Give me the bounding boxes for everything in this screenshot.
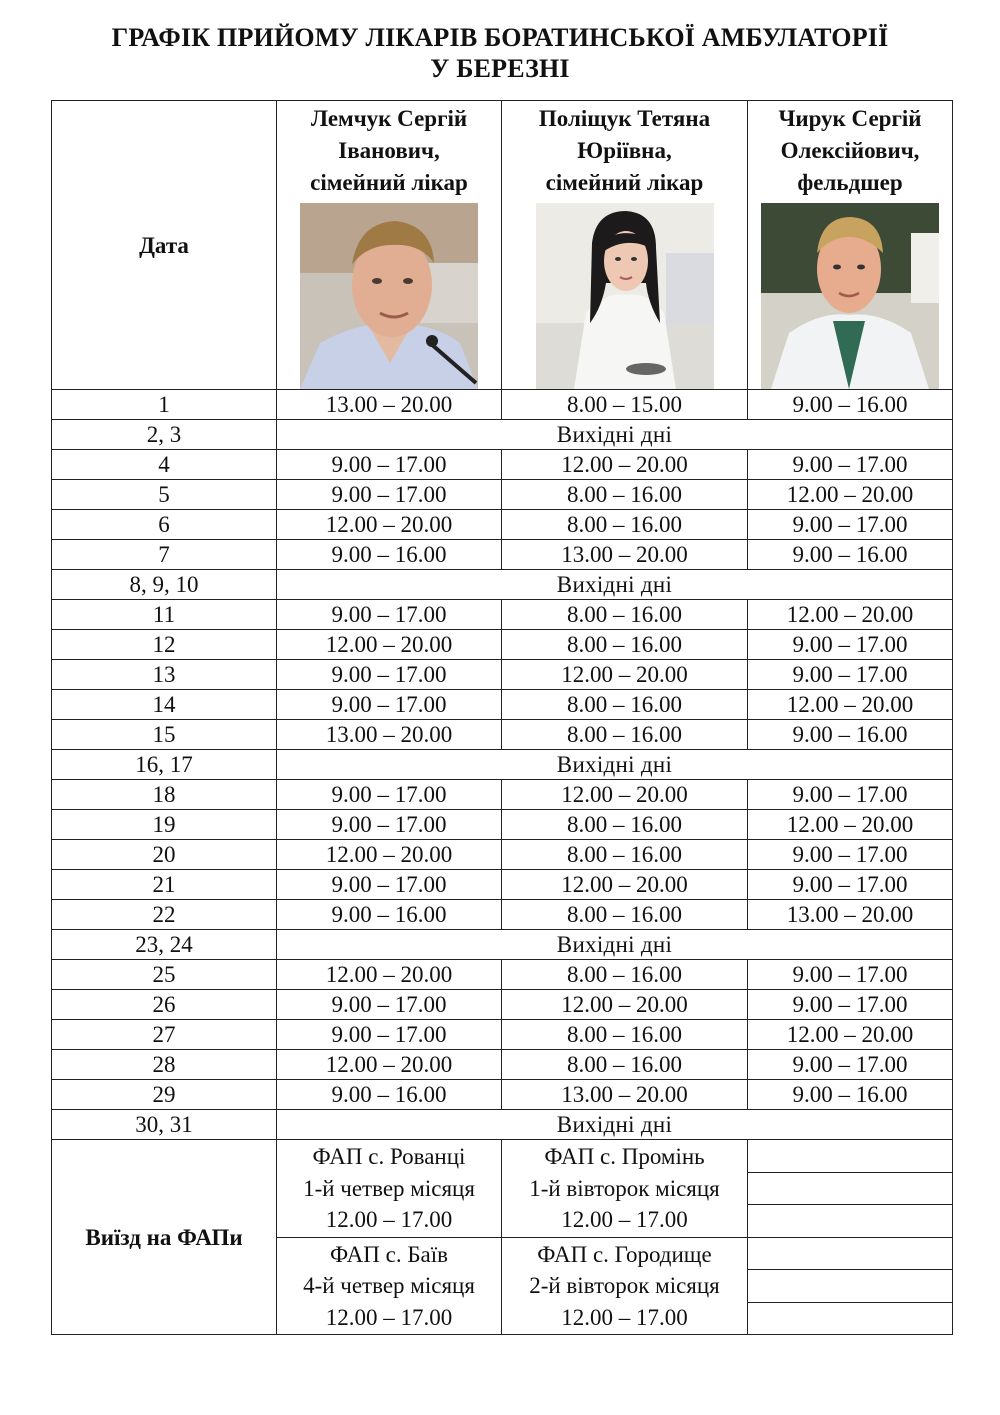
date-cell: 5: [52, 480, 277, 510]
doctor-name: Поліщук Тетяна Юріївна, сімейний лікар: [538, 106, 711, 195]
table-row: [52, 540, 953, 570]
time-cell: 9.00 – 17.00: [277, 990, 502, 1020]
time-cell: 9.00 – 17.00: [277, 780, 502, 810]
fap-visit-cell: [277, 1140, 502, 1238]
time-cell: 13.00 – 20.00: [277, 720, 502, 750]
date-cell: 27: [52, 1020, 277, 1050]
time-cell: 12.00 – 20.00: [277, 960, 502, 990]
time-cell: 12.00 – 20.00: [748, 810, 953, 840]
doctor-photo: [300, 203, 478, 389]
empty-cell: [748, 1302, 953, 1335]
fap-row: [52, 1140, 953, 1173]
time-cell: 12.00 – 20.00: [277, 840, 502, 870]
doctor-name: Чирук Сергій Олексійович, фельдшер: [778, 106, 922, 195]
weekend-row: [52, 570, 953, 600]
fap-place: ФАП с. Рованці: [312, 1144, 466, 1169]
weekend-label: Вихідні дні: [277, 570, 953, 600]
date-cell: 28: [52, 1050, 277, 1080]
table-row: [52, 660, 953, 690]
table-row: [52, 600, 953, 630]
title-line-2: У БЕРЕЗНІ: [430, 54, 570, 83]
time-cell: 12.00 – 20.00: [277, 510, 502, 540]
fap-time: 12.00 – 17.00: [325, 1207, 453, 1232]
time-cell: 9.00 – 17.00: [277, 690, 502, 720]
doctor-header-chyruk: [748, 101, 953, 390]
time-cell: 12.00 – 20.00: [502, 990, 748, 1020]
date-cell: 18: [52, 780, 277, 810]
date-cell: 6: [52, 510, 277, 540]
weekend-row: [52, 1110, 953, 1140]
date-cell: 22: [52, 900, 277, 930]
fap-when: 1-й вівторок місяця: [529, 1175, 720, 1201]
header-row: [52, 101, 953, 390]
time-cell: 8.00 – 16.00: [502, 1020, 748, 1050]
table-row: [52, 840, 953, 870]
date-cell: 2, 3: [52, 420, 277, 450]
table-row: [52, 480, 953, 510]
time-cell: 13.00 – 20.00: [502, 1080, 748, 1110]
date-cell: 7: [52, 540, 277, 570]
date-cell: 26: [52, 990, 277, 1020]
empty-cell: [748, 1237, 953, 1270]
time-cell: 9.00 – 17.00: [277, 450, 502, 480]
time-cell: 12.00 – 20.00: [502, 780, 748, 810]
time-cell: 8.00 – 16.00: [502, 900, 748, 930]
time-cell: 9.00 – 16.00: [748, 540, 953, 570]
title-line-1: ГРАФІК ПРИЙОМУ ЛІКАРІВ БОРАТИНСЬКОЇ АМБУЛАТОРІЇ: [111, 23, 889, 52]
date-cell: 30, 31: [52, 1110, 277, 1140]
time-cell: 9.00 – 17.00: [748, 990, 953, 1020]
fap-when: 4-й четвер місяця: [303, 1273, 475, 1298]
schedule-table: [51, 100, 953, 1335]
date-cell: 4: [52, 450, 277, 480]
date-cell: 21: [52, 870, 277, 900]
weekend-label: Вихідні дні: [277, 930, 953, 960]
table-row: [52, 1080, 953, 1110]
time-cell: 12.00 – 20.00: [748, 600, 953, 630]
time-cell: 9.00 – 17.00: [277, 1020, 502, 1050]
table-row: [52, 990, 953, 1020]
time-cell: 9.00 – 17.00: [277, 600, 502, 630]
table-row: [52, 1050, 953, 1080]
fap-visit-cell: [277, 1237, 502, 1335]
date-cell: 20: [52, 840, 277, 870]
time-cell: 9.00 – 17.00: [277, 870, 502, 900]
date-cell: 16, 17: [52, 750, 277, 780]
page-title: [0, 22, 1000, 84]
time-cell: 13.00 – 20.00: [748, 900, 953, 930]
time-cell: 8.00 – 16.00: [502, 720, 748, 750]
time-cell: 13.00 – 20.00: [502, 540, 748, 570]
weekend-row: [52, 420, 953, 450]
empty-cell: [748, 1140, 953, 1173]
table-row: [52, 900, 953, 930]
time-cell: 12.00 – 20.00: [277, 630, 502, 660]
time-cell: 9.00 – 17.00: [277, 480, 502, 510]
table-row: [52, 960, 953, 990]
table-row: [52, 720, 953, 750]
weekend-label: Вихідні дні: [277, 420, 953, 450]
time-cell: 8.00 – 16.00: [502, 480, 748, 510]
time-cell: 9.00 – 16.00: [748, 1080, 953, 1110]
fap-when: 1-й четвер місяця: [303, 1175, 475, 1201]
time-cell: 8.00 – 15.00: [502, 390, 748, 420]
doctor-photo: [536, 203, 714, 389]
time-cell: 9.00 – 17.00: [748, 960, 953, 990]
date-cell: 8, 9, 10: [52, 570, 277, 600]
table-row: [52, 780, 953, 810]
date-cell: 25: [52, 960, 277, 990]
date-cell: 1: [52, 390, 277, 420]
date-column-header: Дата: [52, 101, 277, 390]
fap-label: Виїзд на ФАПи: [52, 1140, 277, 1335]
doctor-header-lemchuk: [277, 101, 502, 390]
time-cell: 13.00 – 20.00: [277, 390, 502, 420]
date-cell: 14: [52, 690, 277, 720]
table-row: [52, 810, 953, 840]
table-row: [52, 390, 953, 420]
weekend-label: Вихідні дні: [277, 750, 953, 780]
table-row: [52, 870, 953, 900]
fap-time: 12.00 – 17.00: [325, 1304, 453, 1330]
time-cell: 12.00 – 20.00: [748, 480, 953, 510]
table-row: [52, 450, 953, 480]
date-cell: 15: [52, 720, 277, 750]
fap-place: ФАП с. Городище: [537, 1241, 712, 1267]
time-cell: 9.00 – 17.00: [748, 1050, 953, 1080]
table-row: [52, 1020, 953, 1050]
time-cell: 9.00 – 17.00: [748, 630, 953, 660]
weekend-label: Вихідні дні: [277, 1110, 953, 1140]
fap-visit-cell: [502, 1237, 748, 1335]
time-cell: 8.00 – 16.00: [502, 840, 748, 870]
table-row: [52, 510, 953, 540]
date-cell: 12: [52, 630, 277, 660]
time-cell: 9.00 – 16.00: [277, 540, 502, 570]
table-row: [52, 690, 953, 720]
empty-cell: [748, 1270, 953, 1303]
date-cell: 23, 24: [52, 930, 277, 960]
date-cell: 13: [52, 660, 277, 690]
time-cell: 12.00 – 20.00: [502, 870, 748, 900]
date-cell: 29: [52, 1080, 277, 1110]
time-cell: 9.00 – 17.00: [277, 660, 502, 690]
doctor-name: Лемчук Сергій Іванович, сімейний лікар: [310, 106, 468, 195]
time-cell: 9.00 – 16.00: [277, 900, 502, 930]
date-cell: 19: [52, 810, 277, 840]
time-cell: 9.00 – 16.00: [277, 1080, 502, 1110]
time-cell: 8.00 – 16.00: [502, 630, 748, 660]
fap-time: 12.00 – 17.00: [561, 1207, 688, 1232]
time-cell: 12.00 – 20.00: [748, 1020, 953, 1050]
time-cell: 9.00 – 16.00: [748, 720, 953, 750]
time-cell: 9.00 – 17.00: [277, 810, 502, 840]
time-cell: 12.00 – 20.00: [502, 660, 748, 690]
time-cell: 8.00 – 16.00: [502, 1050, 748, 1080]
fap-when: 2-й вівторок місяця: [529, 1273, 720, 1298]
date-cell: 11: [52, 600, 277, 630]
time-cell: 9.00 – 17.00: [748, 660, 953, 690]
time-cell: 9.00 – 17.00: [748, 510, 953, 540]
fap-time: 12.00 – 17.00: [561, 1304, 688, 1330]
time-cell: 9.00 – 17.00: [748, 780, 953, 810]
fap-place: ФАП с. Промінь: [544, 1144, 705, 1169]
time-cell: 12.00 – 20.00: [748, 690, 953, 720]
time-cell: 8.00 – 16.00: [502, 960, 748, 990]
time-cell: 9.00 – 16.00: [748, 390, 953, 420]
fap-place: ФАП с. Баїв: [329, 1241, 449, 1267]
empty-cell: [748, 1205, 953, 1238]
empty-cell: [748, 1172, 953, 1205]
time-cell: 12.00 – 20.00: [502, 450, 748, 480]
time-cell: 9.00 – 17.00: [748, 840, 953, 870]
weekend-row: [52, 750, 953, 780]
time-cell: 8.00 – 16.00: [502, 690, 748, 720]
fap-visit-cell: [502, 1140, 748, 1238]
time-cell: 12.00 – 20.00: [277, 1050, 502, 1080]
time-cell: 8.00 – 16.00: [502, 600, 748, 630]
weekend-row: [52, 930, 953, 960]
doctor-photo: [761, 203, 939, 389]
doctor-header-polishchuk: [502, 101, 748, 390]
time-cell: 8.00 – 16.00: [502, 810, 748, 840]
time-cell: 9.00 – 17.00: [748, 450, 953, 480]
time-cell: 8.00 – 16.00: [502, 510, 748, 540]
table-row: [52, 630, 953, 660]
time-cell: 9.00 – 17.00: [748, 870, 953, 900]
